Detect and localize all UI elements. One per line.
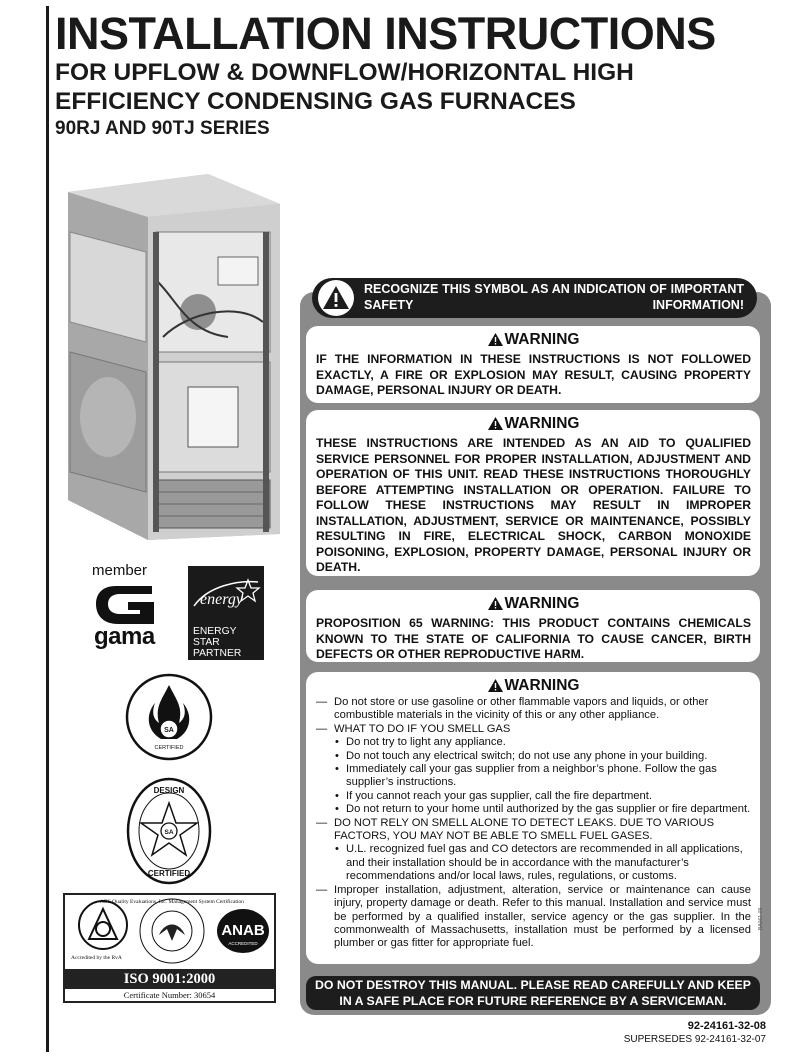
warning-icon [488, 597, 503, 610]
warning-text: THESE INSTRUCTIONS ARE INTENDED AS AN AID TO QUALIFIED SERVICE PERSONNEL FOR PROPER INSTALLATION, ADJUSTMENT AND OPERATION OF THIS UNIT. READ THESE INSTRUCTIONS THOROUGHLY BEFORE ATTEMPTING INSTALLATION OR OPERATION. FAILURE TO FOLLOW THESE INSTRUCTIONS MAY RESULT IN IMPROPER INSTALLATION, ADJUSTMENT, SERVICE OR MAINTENANCE, POSSIBLY RESULTING IN FIRE, ELECTRICAL SHOCK, CARBON MONOXIDE POISONING, EXPLOSION, PROPERTY DAMAGE, PERSONAL INJURY OR DEATH. [316, 436, 751, 574]
iso-title: ISO 9001:2000 [65, 969, 274, 989]
safety-banner-text: RECOGNIZE THIS SYMBOL AS AN INDICATION OF IMPORTANT SAFETY INFORMATION! [364, 282, 744, 312]
list-item: — Improper installation, adjustment, alteration, service or maintenance can cause injury, property damage or death. Refer to this manual. Installation and service must be performed by a qualified installer, service agency or the gas supplier. In the commonwealth of Massachusetts, installation must be performed by a licensed plumber or gas fitter for appropriate fuel. [316, 884, 751, 951]
safety-alert-icon [318, 280, 354, 316]
csa-certified-seal [125, 673, 213, 761]
notice-line: DO NOT DESTROY THIS MANUAL. PLEASE READ CAREFULLY AND KEEP [315, 978, 751, 992]
list-item: • U.L. recognized fuel gas and CO detectors are recommended in all applications, and their installation should be in accordance with the manufacturer’s recommendations and/or local laws, rules, regulations, or customs. [316, 843, 751, 883]
supersedes-note: SUPERSEDES 92-24161-32-07 [623, 1034, 766, 1045]
svg-text:ANAB: ANAB [221, 922, 265, 939]
document-number: 92-24161-32-08 [687, 1020, 766, 1032]
warning-icon [488, 417, 503, 430]
list-item: — WHAT TO DO IF YOU SMELL GAS [316, 723, 751, 736]
gas-safety-list [316, 696, 751, 951]
side-code: BA061-09 [758, 907, 764, 930]
list-item: • Do not touch any electrical switch; do not use any phone in your building. [316, 750, 751, 763]
warning-icon [488, 333, 503, 346]
svg-text:CERTIFIED: CERTIFIED [147, 869, 191, 878]
warning-box-gas-safety [306, 672, 760, 964]
svg-text:ACCREDITED: ACCREDITED [228, 941, 258, 946]
furnace-illustration [58, 162, 288, 542]
left-vertical-rule [46, 6, 49, 1052]
list-item: — Do not store or use gasoline or other flammable vapors and liquids, or other combustible materials in the vicinity of this or any other appliance. [316, 696, 751, 723]
warning-text: IF THE INFORMATION IN THESE INSTRUCTIONS IS NOT FOLLOWED EXACTLY, A FIRE OR EXPLOSION MAY RESULT, CAUSING PROPERTY DAMAGE, PERSONAL INJURY OR DEATH. [316, 352, 751, 397]
iso-certificate-number: Certificate Number: 30654 [123, 990, 216, 1000]
energy-star-logo [188, 566, 264, 660]
iso-accredited-text: Accredited by the RvA [71, 955, 122, 961]
design-certified-seal [126, 777, 212, 885]
warning-box-prop65 [306, 590, 760, 662]
gama-logo-text: gama [94, 623, 155, 650]
list-item: • If you cannot reach your gas supplier, call the fire department. [316, 790, 751, 803]
iso-certification-box [63, 893, 276, 1003]
keep-manual-notice [306, 976, 760, 1010]
svg-text:energy: energy [200, 591, 243, 608]
notice-line: IN A SAFE PLACE FOR FUTURE REFERENCE BY A SERVICEMAN. [339, 993, 727, 1008]
warning-heading: WARNING [316, 676, 751, 695]
warning-text: PROPOSITION 65 WARNING: THIS PRODUCT CONTAINS CHEMICALS KNOWN TO THE STATE OF CALIFORNIA TO CAUSE CANCER, BIRTH DEFECTS OR OTHER REPRODUCTIVE HARM. [316, 616, 751, 661]
page-subtitle: FOR UPFLOW & DOWNFLOW/HORIZONTAL HIGH EFFICIENCY CONDENSING GAS FURNACES [55, 59, 634, 115]
list-item: • Immediately call your gas supplier from a neighbor’s phone. Follow the gas supplier’s instructions. [316, 763, 751, 790]
warning-heading: WARNING [316, 594, 751, 613]
series-label: 90RJ AND 90TJ SERIES [55, 118, 270, 139]
warning-heading: WARNING [316, 330, 751, 349]
energy-star-label: ENERGY STAR PARTNER [193, 626, 242, 659]
list-item: — DO NOT RELY ON SMELL ALONE TO DETECT LEAKS. DUE TO VARIOUS FACTORS, YOU MAY NOT BE ABLE TO SMELL FUEL GASES. [316, 817, 751, 844]
energy-star-icon [188, 566, 264, 624]
gama-logo-icon [94, 582, 158, 626]
warning-box-qualified-personnel [306, 410, 760, 576]
page-title: INSTALLATION INSTRUCTIONS [55, 8, 716, 59]
list-item: • Do not try to light any appliance. [316, 736, 751, 749]
svg-text:CERTIFIED: CERTIFIED [154, 745, 184, 751]
list-item: • Do not return to your home until authorized by the gas supplier or fire department. [316, 803, 751, 816]
svg-text:DESIGN: DESIGN [153, 786, 185, 795]
svg-text:SA: SA [164, 727, 174, 734]
safety-symbol-banner [312, 278, 757, 318]
warning-box-fire [306, 326, 760, 403]
warning-heading: WARNING [316, 414, 751, 433]
warning-icon [488, 679, 503, 692]
svg-text:ABS Quality Evaluations, Inc.: ABS Quality Evaluations, Inc. Management System Certification [100, 899, 244, 905]
gama-member-label: member [92, 562, 148, 579]
svg-text:SA: SA [164, 829, 174, 836]
